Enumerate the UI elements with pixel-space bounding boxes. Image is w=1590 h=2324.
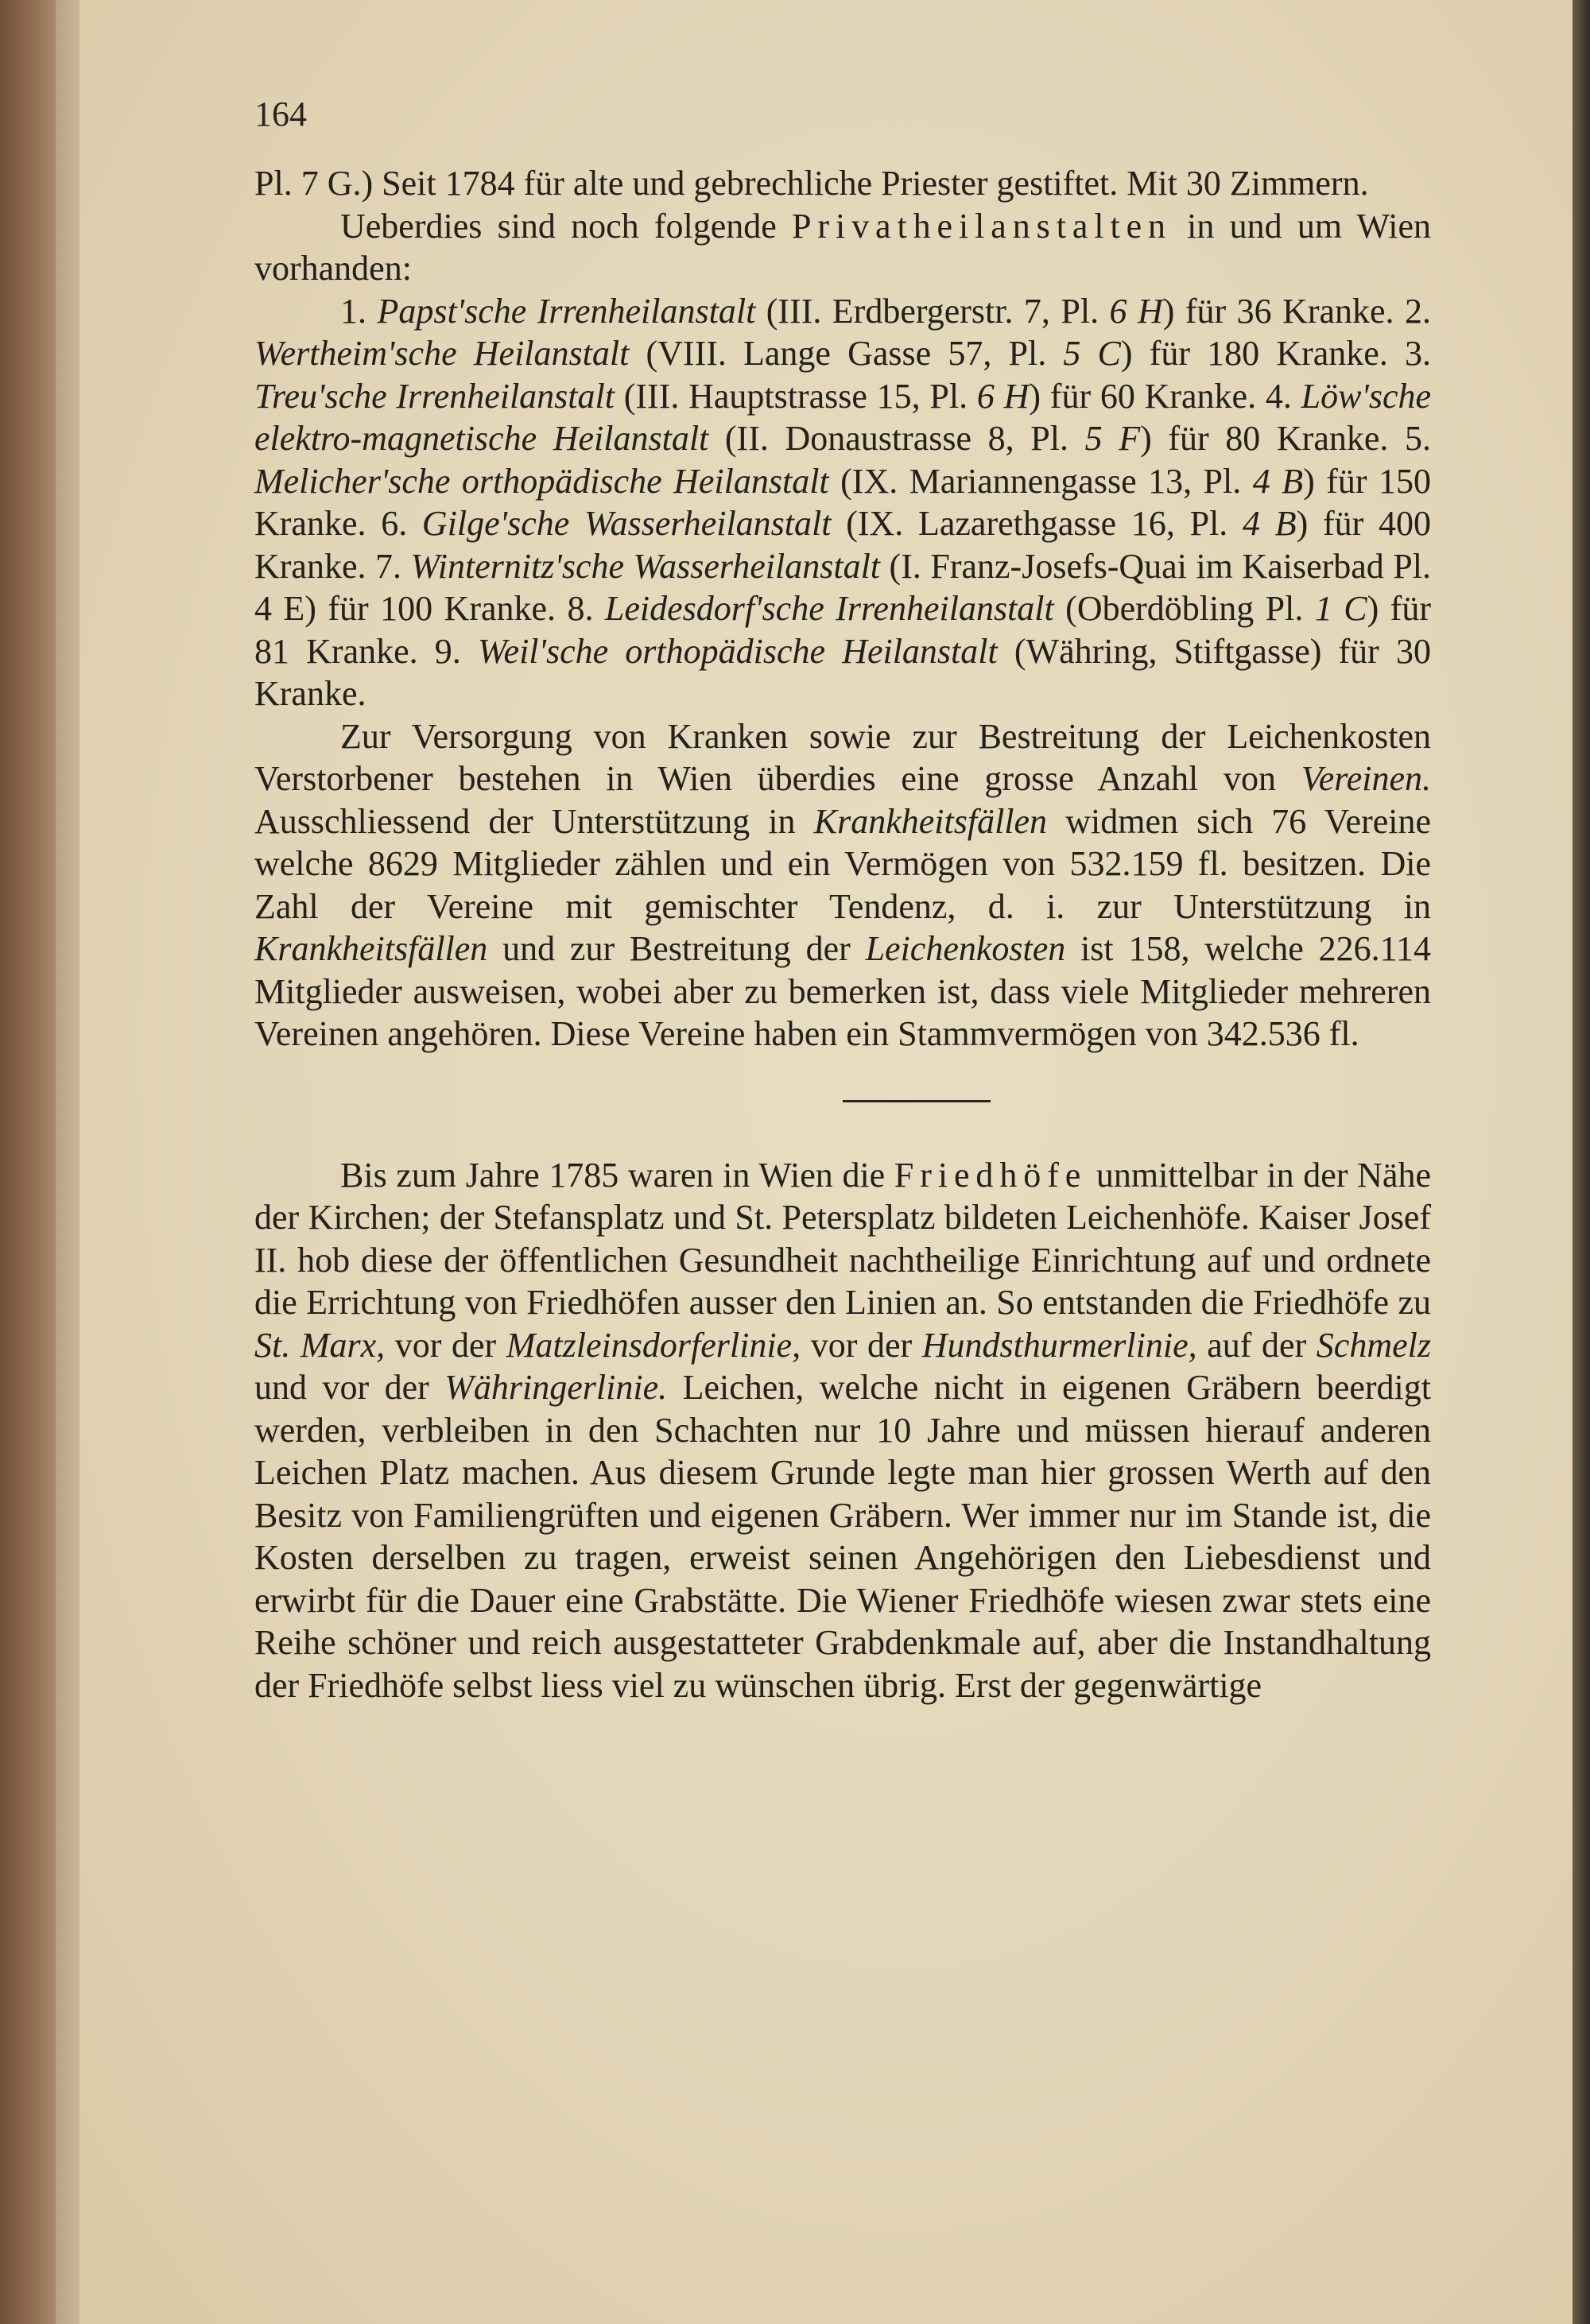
text-segment: (III. Hauptstrasse 15, Pl. xyxy=(614,376,977,416)
place-name: Währingerlinie. xyxy=(444,1368,668,1407)
paragraph-cemeteries xyxy=(254,1154,1431,1707)
text-segment: Zur Versorgung von Kranken sowie zur Bestreitung der Leichenkosten Verstorbener bestehen in Wien überdies eine grosse Anzahl von xyxy=(254,716,1431,798)
clinic-name: Papst'sche Irrenheilanstalt xyxy=(377,291,756,331)
text-segment: Ueberdies sind noch folgende xyxy=(340,206,793,246)
paragraph-associations xyxy=(254,715,1431,1055)
section-break xyxy=(254,1055,1431,1154)
text-segment: ) für 400 Kranke. 7. xyxy=(254,504,1431,586)
text-segment: (III. Erdbergerstr. 7, Pl. xyxy=(755,291,1110,331)
text-segment: ) für 81 Kranke. 9. xyxy=(254,589,1431,671)
place-name: Hundsthurmerlinie, xyxy=(921,1325,1197,1365)
text-segment: vor der xyxy=(385,1325,506,1365)
text-segment: Ausschliessend der Unterstützung in xyxy=(254,801,814,841)
clinic-name: Leidesdorf'sche Irrenheilanstalt xyxy=(604,589,1054,628)
place-name: Matzleinsdorferlinie, xyxy=(506,1325,801,1365)
emphasis: Leichenkosten xyxy=(865,929,1066,968)
text-segment: ) für 150 Kranke. 6. xyxy=(254,461,1431,543)
emphasis: Krankheitsfällen xyxy=(254,929,488,968)
text-segment: ist 158, welche 226.114 Mitglieder ausweisen, wobei aber zu bemerken ist, dass viele Mitglieder mehreren Vereinen angehören. Diese Vereine haben ein Stammvermögen von 342.536 fl. xyxy=(254,929,1432,1053)
text-segment: vor der xyxy=(801,1325,922,1365)
plan-reference: 5 C xyxy=(1063,334,1121,373)
text-segment: (VIII. Lange Gasse 57, Pl. xyxy=(629,334,1064,373)
text-segment: (IX. Mariannengasse 13, Pl. xyxy=(828,461,1253,501)
emphasis: Krankheitsfällen xyxy=(813,801,1048,841)
text-segment: unmittelbar in der Nähe der Kirchen; der Stefansplatz und St. Petersplatz bildeten Leichenhöfe. Kaiser Josef II. hob diese der öffentlichen Gesundheit nachtheilige Einrichtung auf und ordnete die Errichtung von Friedhöfen ausser den Linien an. So entstanden die Friedhöfe zu xyxy=(254,1155,1431,1322)
text-segment: ) für 80 Kranke. 5. xyxy=(1140,419,1431,458)
text-segment: Bis zum Jahre 1785 waren in Wien die xyxy=(340,1155,894,1195)
text-segment: (IX. Lazarethgasse 16, Pl. xyxy=(831,504,1243,543)
clinic-name: Winternitz'sche Wasserheilanstalt xyxy=(410,546,881,586)
text-segment: (Währing, Stiftgasse) für 30 Kranke. xyxy=(254,631,1431,713)
place-name: St. Marx, xyxy=(254,1325,386,1365)
clinic-name: Löw'sche elektro-magnetische Heilanstalt xyxy=(254,376,1432,458)
page-number: 164 xyxy=(254,95,307,134)
plan-reference: 4 B xyxy=(1243,504,1297,543)
place-name: Schmelz xyxy=(1316,1325,1431,1365)
text-segment: widmen sich 76 Vereine welche 8629 Mitglieder zählen und ein Vermögen von 532.159 fl. besitzen. Die Zahl der Vereine mit gemischter Tendenz, d. i. zur Unterstützung in xyxy=(254,801,1432,926)
text-segment: und vor der xyxy=(254,1368,445,1407)
text-segment: (II. Donaustrasse 8, Pl. xyxy=(708,419,1085,458)
text-segment: 1. xyxy=(340,291,378,331)
emphasis: Vereinen. xyxy=(1301,759,1431,798)
text-segment: ) für 60 Kranke. 4. xyxy=(1029,376,1301,416)
clinic-name: Gilge'sche Wasserheilanstalt xyxy=(421,504,832,543)
cover-board-left xyxy=(0,0,56,2324)
separator-rule xyxy=(843,1100,991,1102)
paragraph-priests-home xyxy=(254,162,1431,205)
paragraph-private-clinics-intro xyxy=(254,205,1431,290)
spaced-term: Friedhöfe xyxy=(894,1155,1088,1195)
clinic-name: Weil'sche orthopädische Heilanstalt xyxy=(477,631,998,671)
plan-reference: 6 H xyxy=(976,376,1030,416)
page-edge-right xyxy=(1573,0,1590,2324)
plan-reference: 5 F xyxy=(1084,419,1141,458)
plan-reference: 6 H xyxy=(1109,291,1163,331)
text-segment: (I. Franz-Josefs-Quai im Kaiserbad Pl. 4 E) für 100 Kranke. 8. xyxy=(254,546,1431,628)
clinic-name: Treu'sche Irrenheilanstalt xyxy=(254,376,615,416)
text-segment: und zur Bestreitung der xyxy=(487,929,866,968)
paragraph-clinic-list xyxy=(254,290,1431,715)
plan-reference: 4 B xyxy=(1252,461,1304,501)
text-segment: in und um Wien vorhanden: xyxy=(254,206,1431,288)
clinic-name: Melicher'sche orthopädische Heilanstalt xyxy=(254,461,829,501)
text-segment: ) für 180 Kranke. 3. xyxy=(1120,334,1431,373)
text-segment: Pl. 7 G.) Seit 1784 für alte und gebrechliche Priester gestiftet. Mit 30 Zimmern. xyxy=(254,164,1369,203)
spaced-term: Privatheilanstalten xyxy=(792,206,1172,246)
text-segment: ) für 36 Kranke. 2. xyxy=(1162,291,1432,331)
text-segment: (Oberdöbling Pl. xyxy=(1053,589,1315,628)
text-segment: auf der xyxy=(1196,1325,1317,1365)
text-segment: Leichen, welche nicht in eigenen Gräbern beerdigt werden, verbleiben in den Schachten nur 10 Jahre und müssen hierauf anderen Leichen Platz machen. Aus diesem Grunde legte man hier grossen Werth auf den Besitz von Familiengrüften und eigenen Gräbern. Wer immer nur im Stande ist, die Kosten derselben zu tragen, erweist seinen Angehörigen den Liebesdienst und erwirbt für die Dauer eine Grabstätte. Die Wiener Friedhöfe wiesen zwar stets eine Reihe schöner und reich ausgestatteter Grabdenkmale auf, aber die Instandhaltung der Friedhöfe selbst liess viel zu wünschen übrig. Erst der gegenwärtige xyxy=(254,1368,1431,1705)
body-text xyxy=(254,162,1431,1706)
plan-reference: 1 C xyxy=(1314,589,1367,628)
clinic-name: Wertheim'sche Heilanstalt xyxy=(254,334,630,373)
